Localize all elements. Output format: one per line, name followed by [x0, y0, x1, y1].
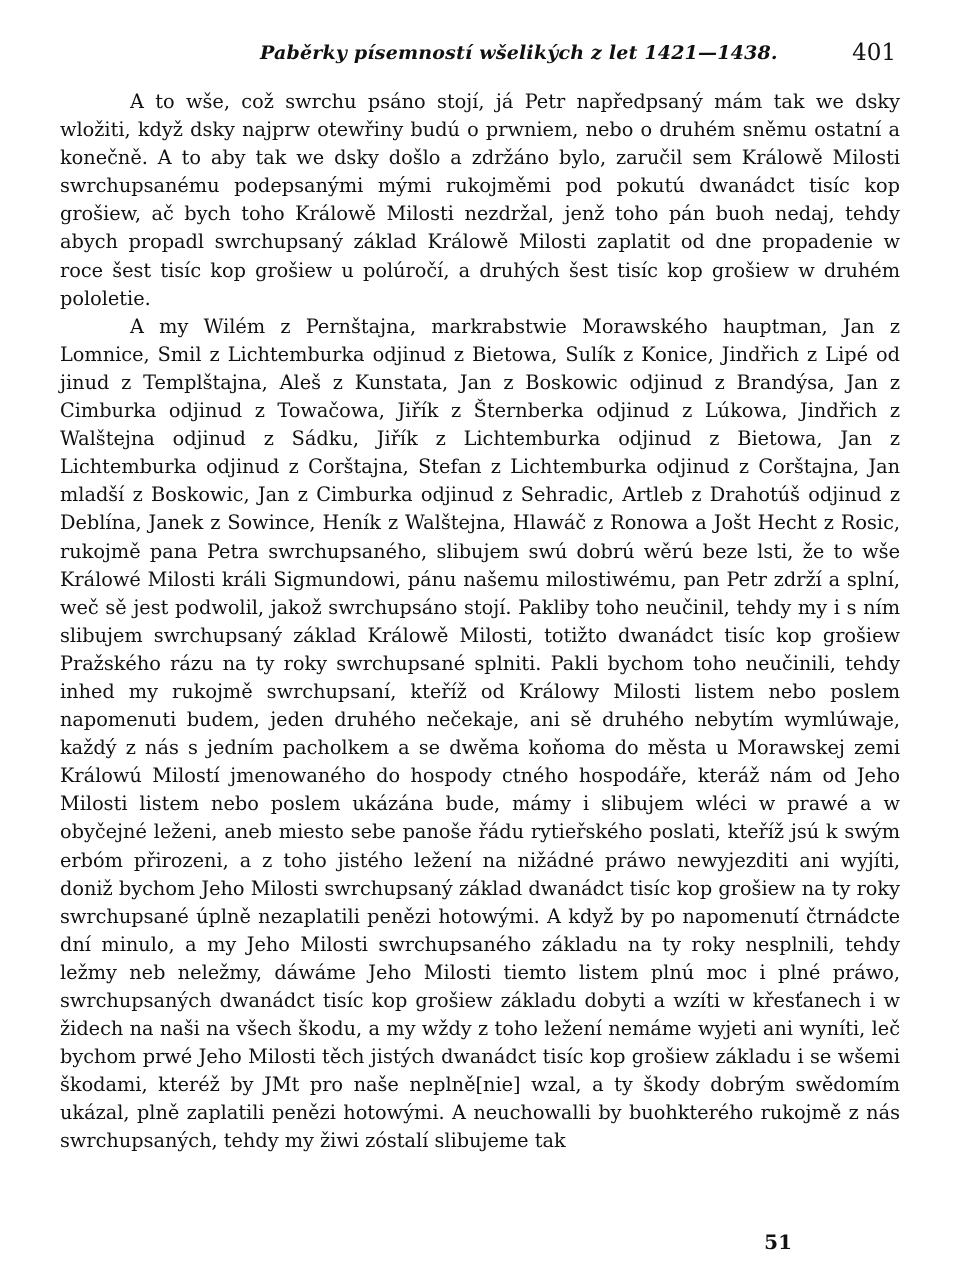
book-page — [60, 38, 900, 1258]
body-text — [60, 88, 900, 1156]
paragraph: A my Wilém z Pernštajna, markrabstwie Morawského hauptman, Jan z Lomnice, Smil z Lichtemburka odjinud z Bietowa, Sulík z Konice, Jindřich z Lipé od jinud z Templštajna, Aleš z Kunstata, Jan z Boskowic odjinud z Brandýsa, Jan z Cimburka odjinud z Towačowa, Jiřík z Šternberka odjinud z Lúkowa, Jindřich z Walštejna odjinud z Sádku, Jiřík z Lichtemburka odjinud z Bietowa, Jan z Lichtemburka odjinud z Corštajna, Stefan z Lichtemburka odjinud z Corštajna, Jan mladší z Boskowic, Jan z Cimburka odjinud z Sehradic, Artleb z Drahotúš odjinud z Deblína, Janek z Sowince, Heník z Walštejna, Hlawáč z Ronowa a Jošt Hecht z Rosic, rukojmě pana Petra swrchupsaného, slibujem swú dobrú wěrú beze lsti, že to wše Králowé Milosti králi Sigmundowi, pánu našemu milostiwému, pan Petr zdrží a splní, weč sě jest podwolil, jakož swrchupsáno stojí. Pakliby toho neučinil, tehdy my i s ním slibujem swrchupsaný základ Králowě Milosti, totižto dwanádct tisíc kop grošiew Pražského rázu na ty roky swrchupsané splniti. Pakli bychom toho neučinili, tehdy inhed my rukojmě swrchupsaní, kteříž od Králowy Milosti listem nebo poslem napomenuti budem, jeden druhého nečekaje, ani sě druhého nebytím wymlúwaje, každý z nás s jedním pacholkem a se dwěma koňoma do města u Morawskej zemi Králowú Milostí jmenowaného do hospody ctného hospodáře, kteráž nám od Jeho Milosti listem nebo poslem ukázána bude, mámy i slibujem wléci w prawé a w obyčejné leženi, aneb miesto sebe panoše řádu rytieřského poslati, kteříž jsú k swým erbóm přirozeni, a z toho jistého ležení na nižádné práwo newyjezditi ani wyjíti, doniž bychom Jeho Milosti swrchupsaný základ dwanádct tisíc kop grošiew na ty roky swrchupsané úplně nezaplatili penězi hotowými. A když by po napomenutí čtrnádcte dní minulo, a my Jeho Milosti swrchupsaného základu na ty roky nesplnili, tehdy ležmy neb neležmy, dáwáme Jeho Milosti tiemto listem plnú moc i plné práwo, swrchupsaných dwanádct tisíc kop grošiew základu dobyti a wzíti w křesťanech i w židech na naši na všech škodu, a my wždy z toho ležení nemáme wyjeti ani wyníti, leč bychom prwé Jeho Milosti těch jistých dwanádct tisíc kop grošiew základu i se wšemi škodami, kteréž by JMt pro naše neplně[nie] wzal, a ty škody dobrým swědomím ukázal, plně zaplatili penězi hotowými. A neuchowalli by buohkterého rukojmě z nás swrchupsaných, tehdy my žiwi zóstalí slibujeme tak — [60, 314, 900, 1153]
paragraph: A to wše, což swrchu psáno stojí, já Petr napředpsaný mám tak we dsky wložiti, když dsky najprw otewřiny budú o prwniem, nebo o druhém sněmu ostatní a konečně. A to aby tak we dsky došlo a zdržáno bylo, zaručil sem Králowě Milosti swrchupsanému podepsanými mými rukojměmi pod pokutú dwanádct tisíc kop grošiew, ač bych toho Králowě Milosti nezdržal, jenž toho pán buoh nedaj, tehdy abych propadl swrchupsaný základ Králowě Milosti zaplatit od dne propadenie w roce šest tisíc kop grošiew u polúročí, a druhých šest tisíc kop grošiew w druhém pololetie. — [60, 90, 900, 310]
running-title: Paběrky písemností wšelikých z let 1421—1438. — [260, 42, 778, 64]
signature-mark: 51 — [764, 1230, 792, 1254]
running-head — [60, 38, 900, 74]
page-number: 401 — [852, 40, 896, 66]
